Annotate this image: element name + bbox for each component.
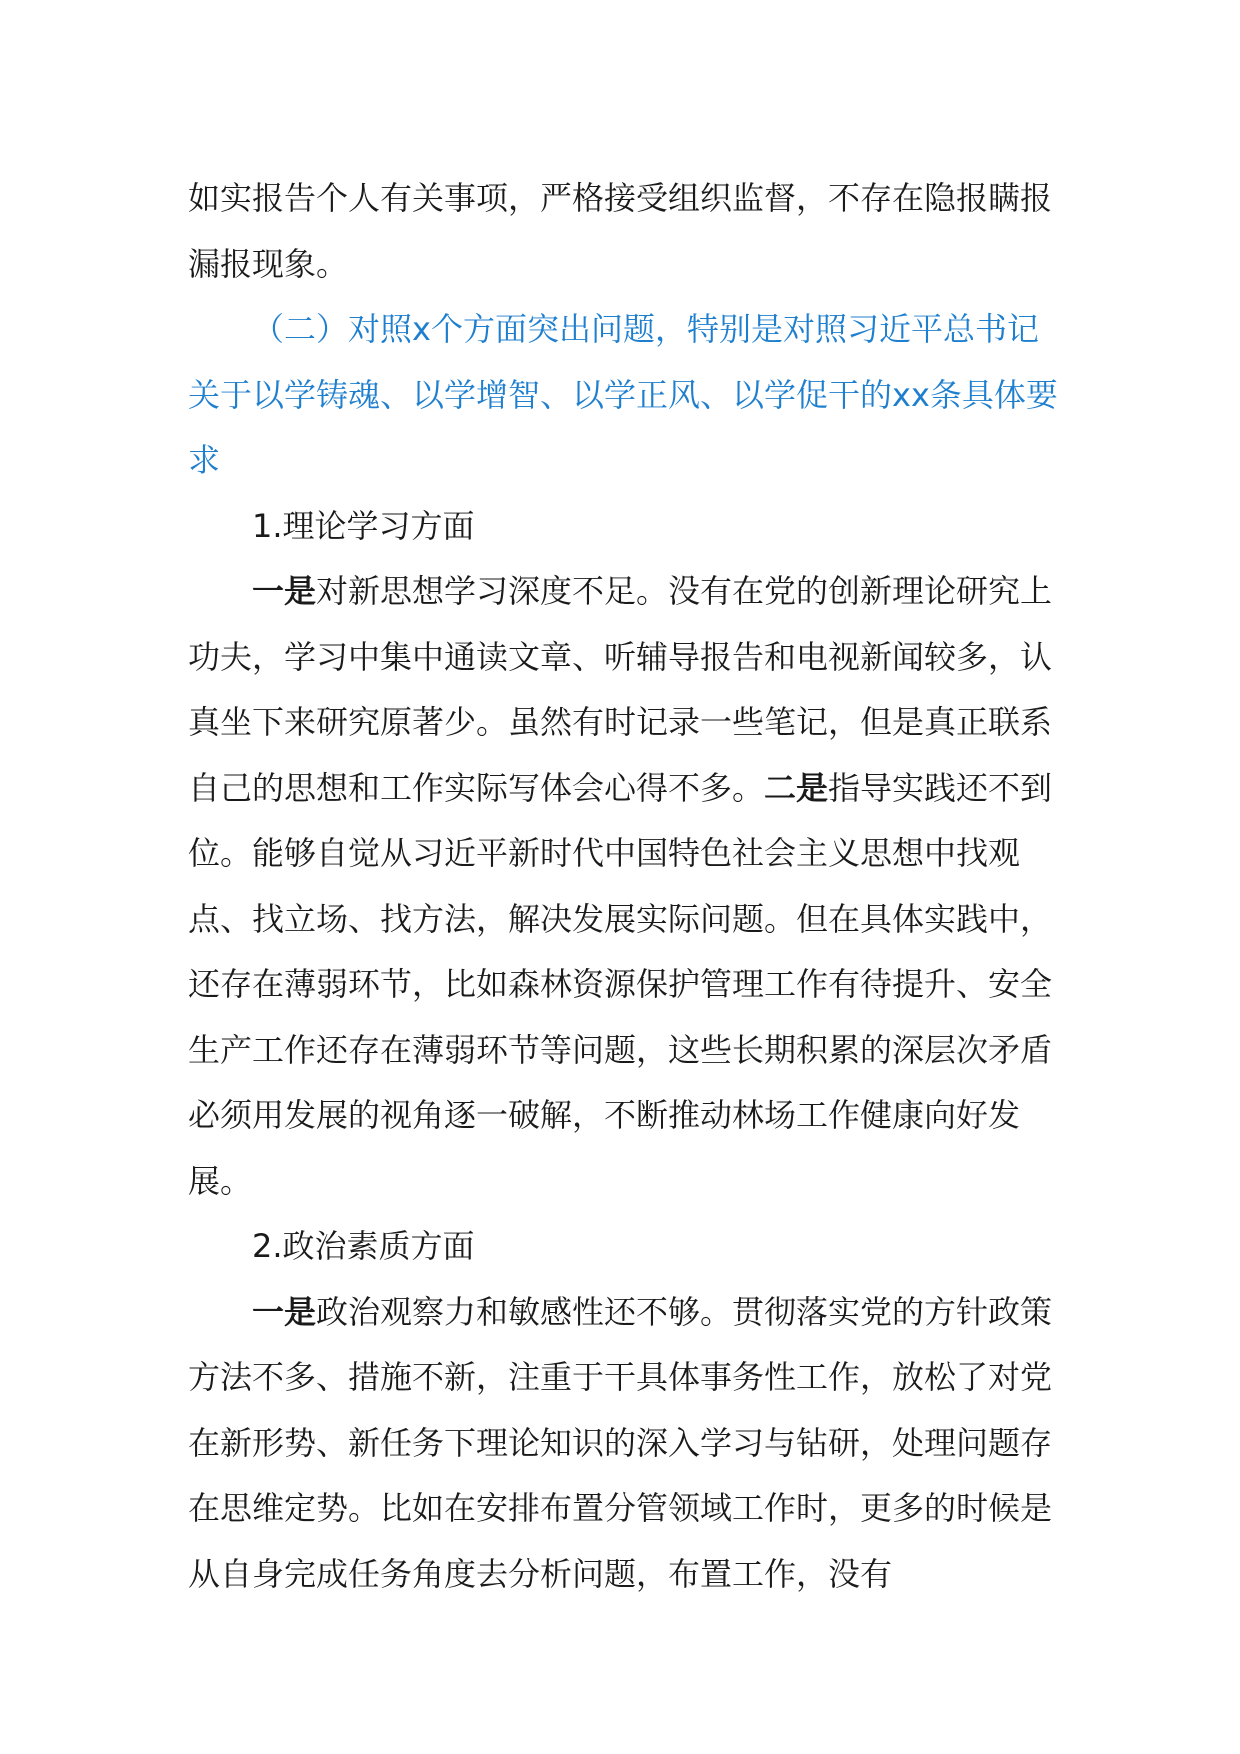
document-body bbox=[188, 166, 1068, 1607]
paragraph-theory-study bbox=[188, 559, 1068, 1214]
lead-first-political: 一是 bbox=[252, 1292, 317, 1331]
lead-first: 一是 bbox=[252, 572, 317, 610]
subheading-theory-study: 1.理论学习方面 bbox=[252, 506, 475, 545]
text-first: 对新思想学习深度不足。没有在党的创新理论研究上功夫，学习中集中通读文章、听辅导报告和电视新闻较多，认真坐下来研究原著少。虽然有时记录一些笔记，但是真正联系自己的思想和工作实际写体会心得不多。 bbox=[188, 572, 1053, 807]
text-first-political: 政治观察力和敏感性还不够。贯彻落实党的方针政策方法不多、措施不新，注重于干具体事务性工作，放松了对党在新形势、新任务下理论知识的深入学习与钻研，处理问题存在思维定势。比如在安排布置分管领域工作时，更多的时候是从自身完成任务角度去分析问题，布置工作，没有 bbox=[188, 1292, 1053, 1593]
paragraph-political-quality bbox=[188, 1280, 1068, 1608]
lead-second: 二是 bbox=[764, 768, 829, 807]
subheading-political-quality: 2.政治素质方面 bbox=[252, 1227, 475, 1265]
paragraph-reporting: 如实报告个人有关事项，严格接受组织监督，不存在隐报瞒报漏报现象。 bbox=[188, 179, 1053, 283]
section-heading: （二）对照x个方面突出问题，特别是对照习近平总书记关于以学铸魂、以学增智、以学正风、以学促干的xx条具体要求 bbox=[188, 310, 1058, 479]
text-second: 指导实践还不到位。能够自觉从习近平新时代中国特色社会主义思想中找观点、找立场、找方法，解决发展实际问题。但在具体实践中，还存在薄弱环节，比如森林资源保护管理工作有待提升、安全生产工作还存在薄弱环节等问题，这些长期积累的深层次矛盾必须用发展的视角逐一破解，不断推动林场工作健康向好发展。 bbox=[188, 768, 1053, 1200]
